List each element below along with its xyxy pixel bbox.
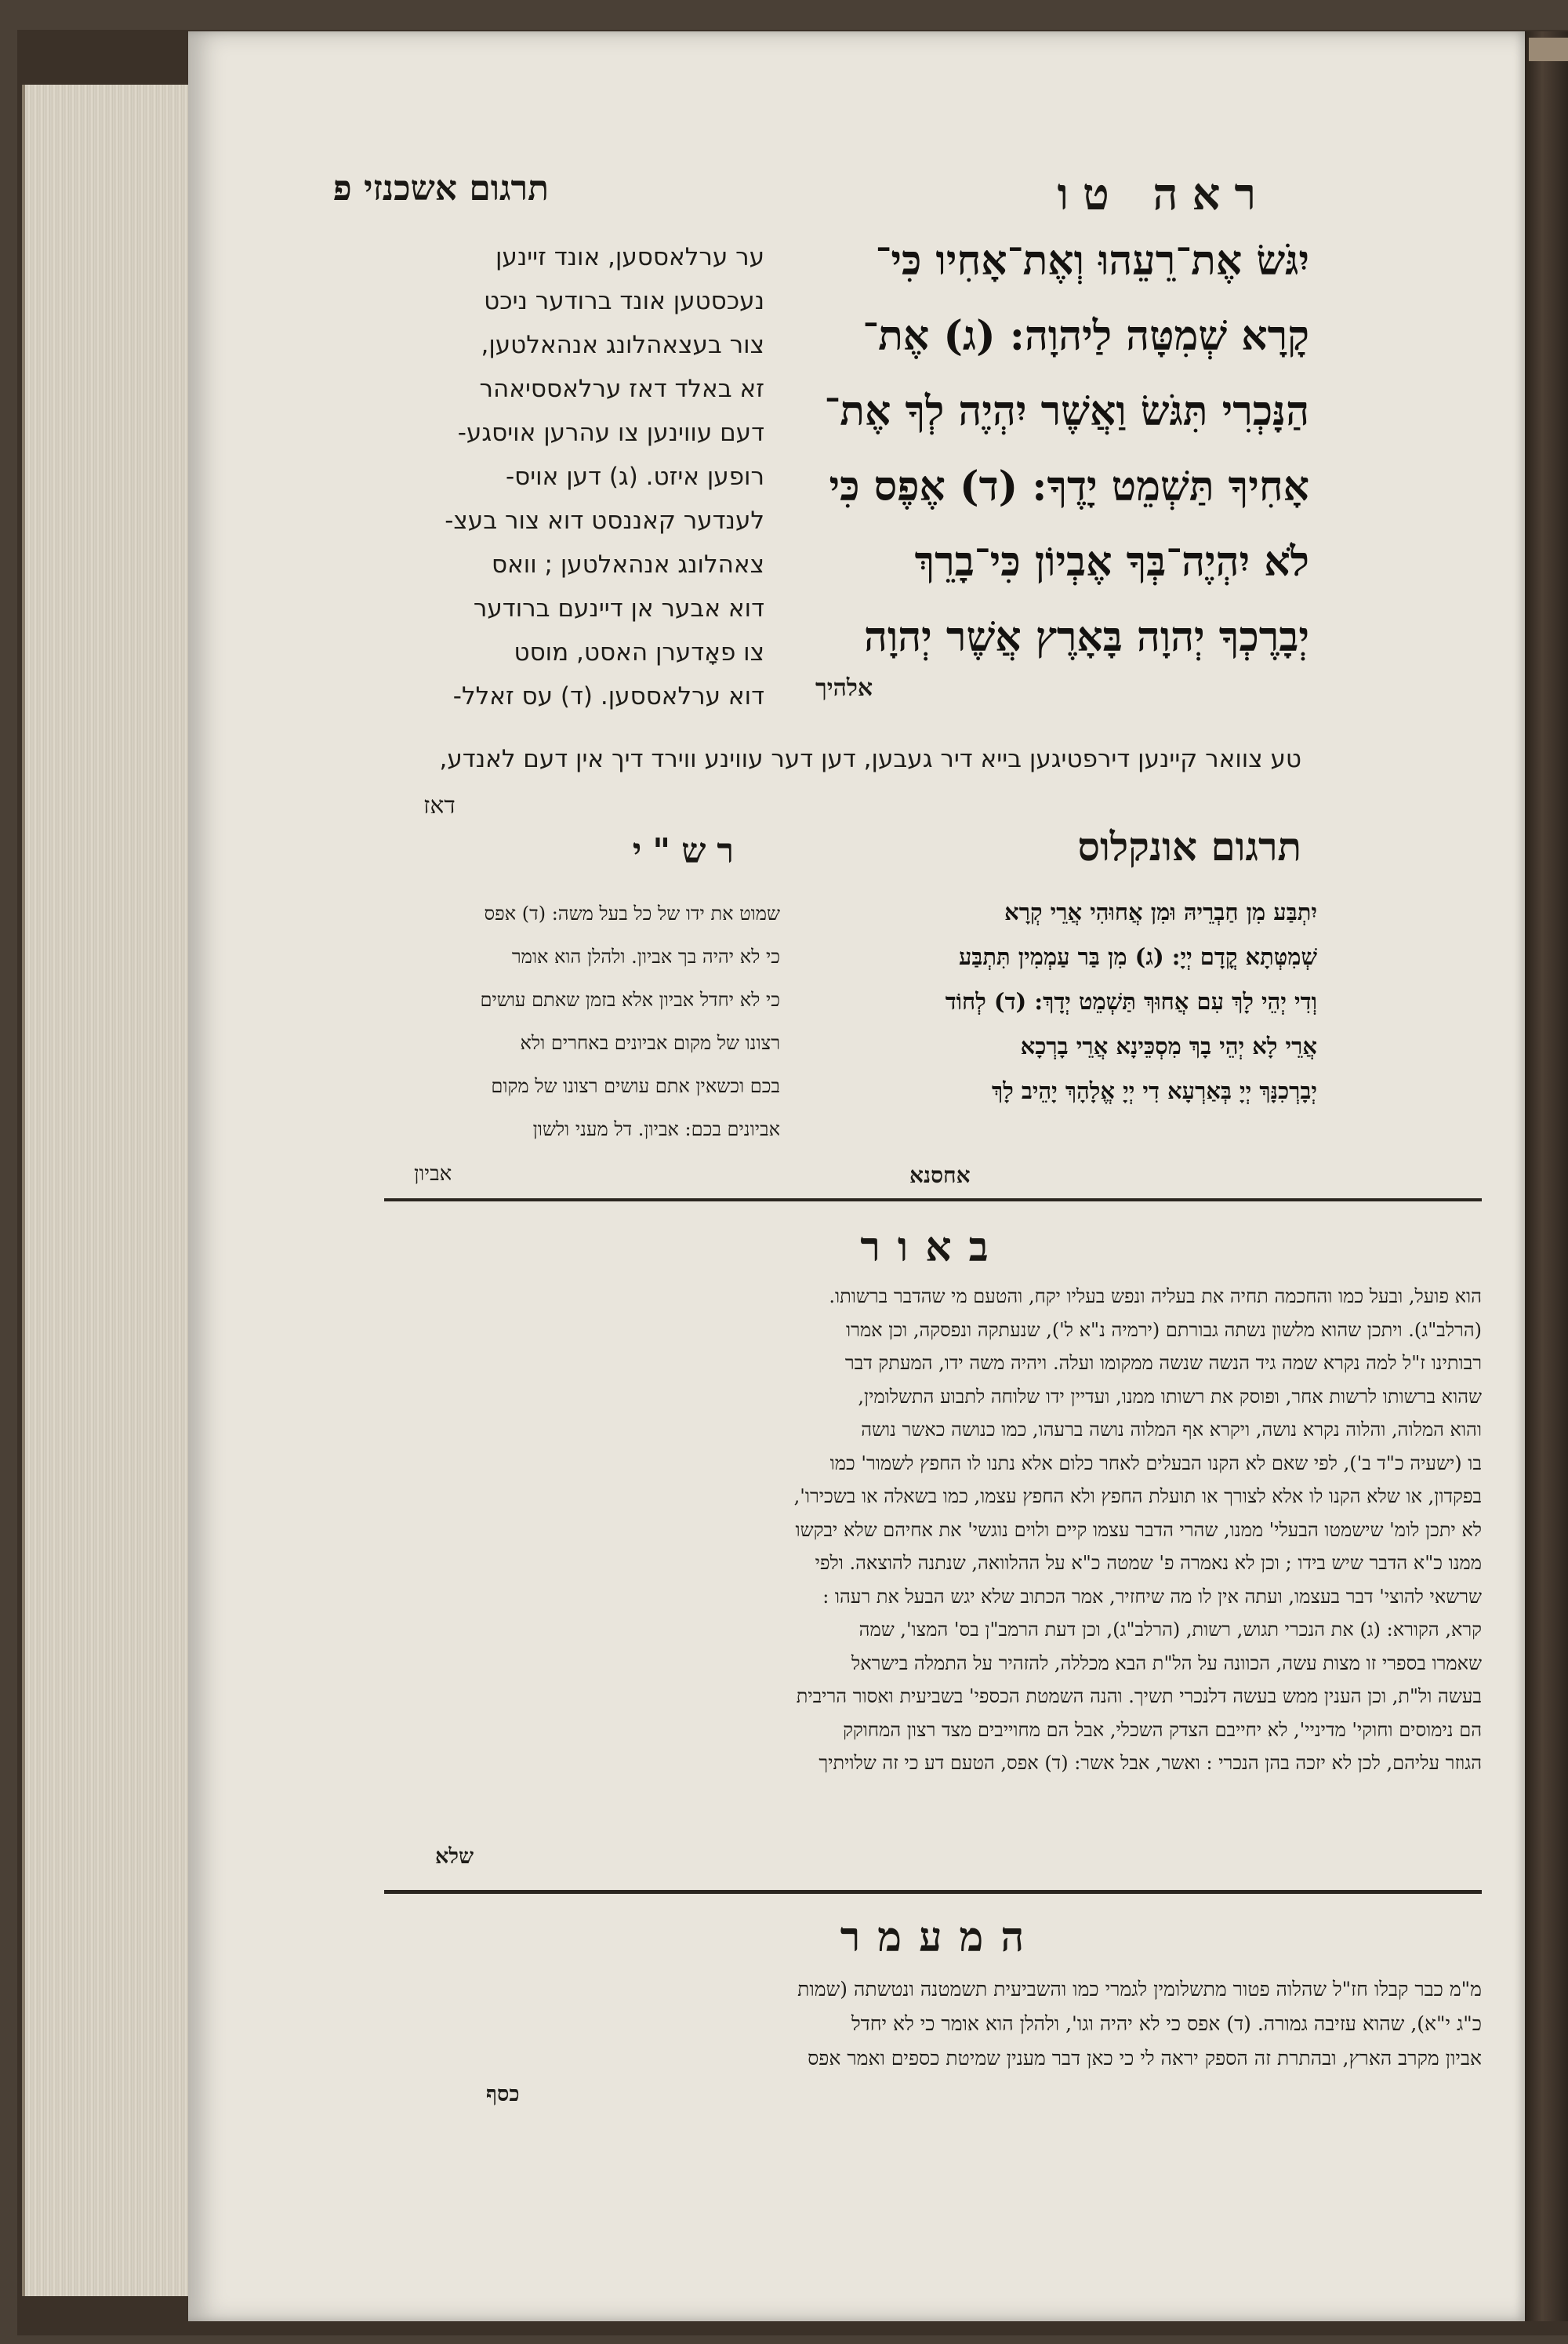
meamar-line: אביון מקרב הארץ, ובהתרת זה הספק יראה לי כי כאן דבר מענין שמיטת כספים ואמר אפס [808,2047,1482,2070]
onkelos-line: שְׁמִטְּתָא קֳדָם יְיָ: (ג) מִן בַּר עַמְמִין תִּתְבַּע [958,943,1317,970]
rashi-column [388,892,780,1151]
rashi-line: רצונו של מקום אביונים באחרים ולא [520,1032,780,1054]
german-line: ער ערלאססען, אונד זיינען [495,243,764,271]
torah-line: יִגֹּשׂ אֶת־רֵעֵהוּ וְאֶת־אָחִיו כִּי־ [875,237,1309,285]
german-line: רופען איזט. (ג) דען אויס- [505,463,764,491]
rashi-line: אביונים בכם: אביון. דל מעני ולשון [532,1118,780,1140]
rashi-line: כי לא יחדל אביון אלא בזמן שאתם עושים [480,989,780,1011]
onkelos-line: אֲרֵי לָא יְהֵי בָךְ מִסְכֵּינָא אֲרֵי בָרְכָא [1020,1033,1317,1059]
biur-line: והוא המלוה, והלוה נקרא נושה, ויקרא אף המלוה נושה ברעהו, כמו כנושה כאשר נושה [861,1419,1482,1441]
biur-line: קרא, הקורא: (ג) את הנכרי תגוש, רשות, (הרלב"ג), וכן דעת הרמב"ן בס' המצו', שמה [858,1619,1482,1641]
rashi-catchword: אביון [414,1162,452,1186]
rashi-line: כי לא יהיה בך אביון. ולהלן הוא אומר [511,946,780,968]
german-continuation-line: טע צוואר קיינען דירפטיגען בייא דיר געבען, דען דער עווינע ווירד דיך אין דעם לאנדע, [439,745,1301,773]
meamar-line: כ"ג י"א), שהוא עזיבה גמורה. (ד) אפס כי לא יהיה וגו', ולהלן הוא אומר כי לא יחדל [851,2012,1482,2035]
onkelos-line: וְדִי יְהֵי לָךְ עִם אֲחוּךְ תַּשְׁמֵט יְדָךְ: (ד) לְחוֹד [945,988,1317,1015]
book-spine [1525,31,1568,2321]
rashi-heading: רש"י [632,831,745,871]
meamar-commentary [392,1972,1482,2076]
meamar-line: מ"מ כבר קבלו חז"ל שהלוה פטור מתשלומין לגמרי כמו והשביעית תשמטנה ונטשתה (שמות [797,1978,1482,2001]
biur-line: (הרלב"ג). ויתכן שהוא מלשון נשתה גבורתם (ירמיה נ"א ל'), שנעתקה ונפסקה, וכן אמרו [846,1318,1482,1341]
biur-line: שאמרו בספרי זו מצות עשה, הכוונה על הל"ת הבא מכללה, להזהיר על התמלה בישראל [851,1652,1482,1674]
torah-text-column [776,223,1309,675]
biur-line: בעשה ול"ת, וכן הענין ממש בעשה דלנכרי תשיך. והנה השמטת הכספי' בשביעית ואסור הריבית [796,1685,1482,1707]
biur-line: הוא פועל, ובעל כמו והחכמה תחיה את בעליה ונפש בעליו יקח, והטעם מי שהדבר ברשותו. [829,1285,1482,1307]
section-divider [384,1890,1482,1894]
page-edges [22,85,198,2296]
torah-line: אָחִיךָ תַּשְׁמֵט יָדֶךָ: (ד) אֶפֶס כִּי [829,463,1309,511]
biur-line: לא יתכן לומ' שישמטו הבעלי' ממנו, שהרי הדבר עצמו קיים ולוים נוגשי' את אחיהם שלא יבקשו [795,1518,1482,1541]
german-line: צור בעצאהלונג אנהאלטען, [481,331,764,359]
rashi-line: בכם וכשאין אתם עושים רצונו של מקום [491,1075,780,1097]
spine-label [1529,38,1568,61]
biur-catchword: שלא [435,1844,474,1869]
german-line: דוא אבער אן דיינעם ברודער [473,594,764,623]
german-line: צאהלונג אנהאלטען ; וואס [491,551,764,579]
torah-line: יְבָרֶכְךָ יְהוָה בָּאָרֶץ אֲשֶׁר יְהוָה [864,613,1309,661]
biur-line: הם נימוסים וחוקי' מדיניי', לא יחייבם הצדק השכלי, אבל הם מחוייבים מצד רצון המחוקק [843,1718,1482,1741]
onkelos-catchword: אחסנא [909,1162,971,1188]
biur-line: רבותינו ז"ל למה נקרא שמה גיד הנשה שנשה ממקומו ועלה. ויהיה משה ידו, המעתק דבר [844,1352,1482,1374]
section-divider [384,1198,1482,1201]
german-translation-column [184,235,764,718]
german-line: לענדער קאננסט דוא צור בעצ- [445,507,764,535]
onkelos-line: יְבָרְכִנָּךְ יְיָ בְּאַרְעָא דִי יְיָ אֱלָהָךְ יָהֵיב לָךְ [992,1078,1317,1104]
german-line: דעם עווינען צו עהרען אויסגע- [457,419,764,447]
onkelos-line: יִתְבַּע מִן חַבְרֵיהּ וּמִן אֲחוּהִי אֲרֵי קְרָא [1004,899,1317,925]
biur-line: שרשאי להוצי' דבר בעצמו, ועתה אין לו מה שיחזיר, אמר הכתוב שלא יגש הבעל את רעהו : [822,1585,1482,1608]
onkelos-heading: תרגום אונקלוס [1077,823,1301,870]
meamar-catchword: כסף [486,2082,520,2106]
torah-line: הַנָּכְרִי תִּגֹּשׂ וַאֲשֶׁר יִהְיֶה לְךָ אֶת־ [824,387,1309,435]
german-line: זא באלד דאז ערלאססיאהר [479,375,764,403]
german-line: צו פאָדערן האסט, מוסט [514,638,764,667]
torah-line: קָרָא שְׁמִטָּה לַיהוָה: (ג) אֶת־ [862,312,1309,360]
german-translation-heading: תרגום אשכנזי פ [332,169,549,209]
biur-line: שהוא ברשותו לרשות אחר, ופוסק את רשותו ממנו, ועדיין ידו שלוחה לתבוע התשלומין, [858,1385,1482,1408]
rashi-line: שמוט את ידו של כל בעל משה: (ד) אפס [484,903,780,925]
german-line: נעכסטען אונד ברודער ניכט [484,287,764,315]
torah-line: לֹא יִהְיֶה־בְּךָ אֶבְיוֹן כִּי־בָרֵךְ [914,538,1309,586]
biur-line: בו (ישעיה כ"ד ב'), לפי שאם לא הקנו הבעלים לאחר כלום אלא נתנו לו החפץ לשמור' כמו [829,1452,1482,1474]
biur-line: בפקדון, או שלא הקנו לו אלא לצורך או תועלת החפץ ולא החפץ עצמו, כמו בשאלה או בשכירו', [793,1485,1482,1507]
onkelos-column [878,890,1317,1114]
parsha-heading: ראה טו [1057,169,1270,220]
german-line: דוא ערלאססען. (ד) עס זאלל- [452,682,764,710]
torah-catchword: אלהיך [815,674,873,702]
biur-commentary [392,1280,1482,1780]
biur-line: ממנו כ"א הדבר שיש בידו ; וכן לא נאמרה פ' שמטה כ"א על ההלוואה, שנתנה להוצאה. ולפי [815,1552,1482,1574]
german-catchword: דאז [423,792,456,819]
biur-line: הגוזר עליהם, לכן לא יזכה בהן הנכרי : ואשר, אבל אשר: (ד) אפס, הטעם דע כי זה שלויתיך [818,1752,1482,1774]
meamar-heading: המעמר [840,1913,1042,1961]
biur-heading: באור [860,1223,1006,1271]
